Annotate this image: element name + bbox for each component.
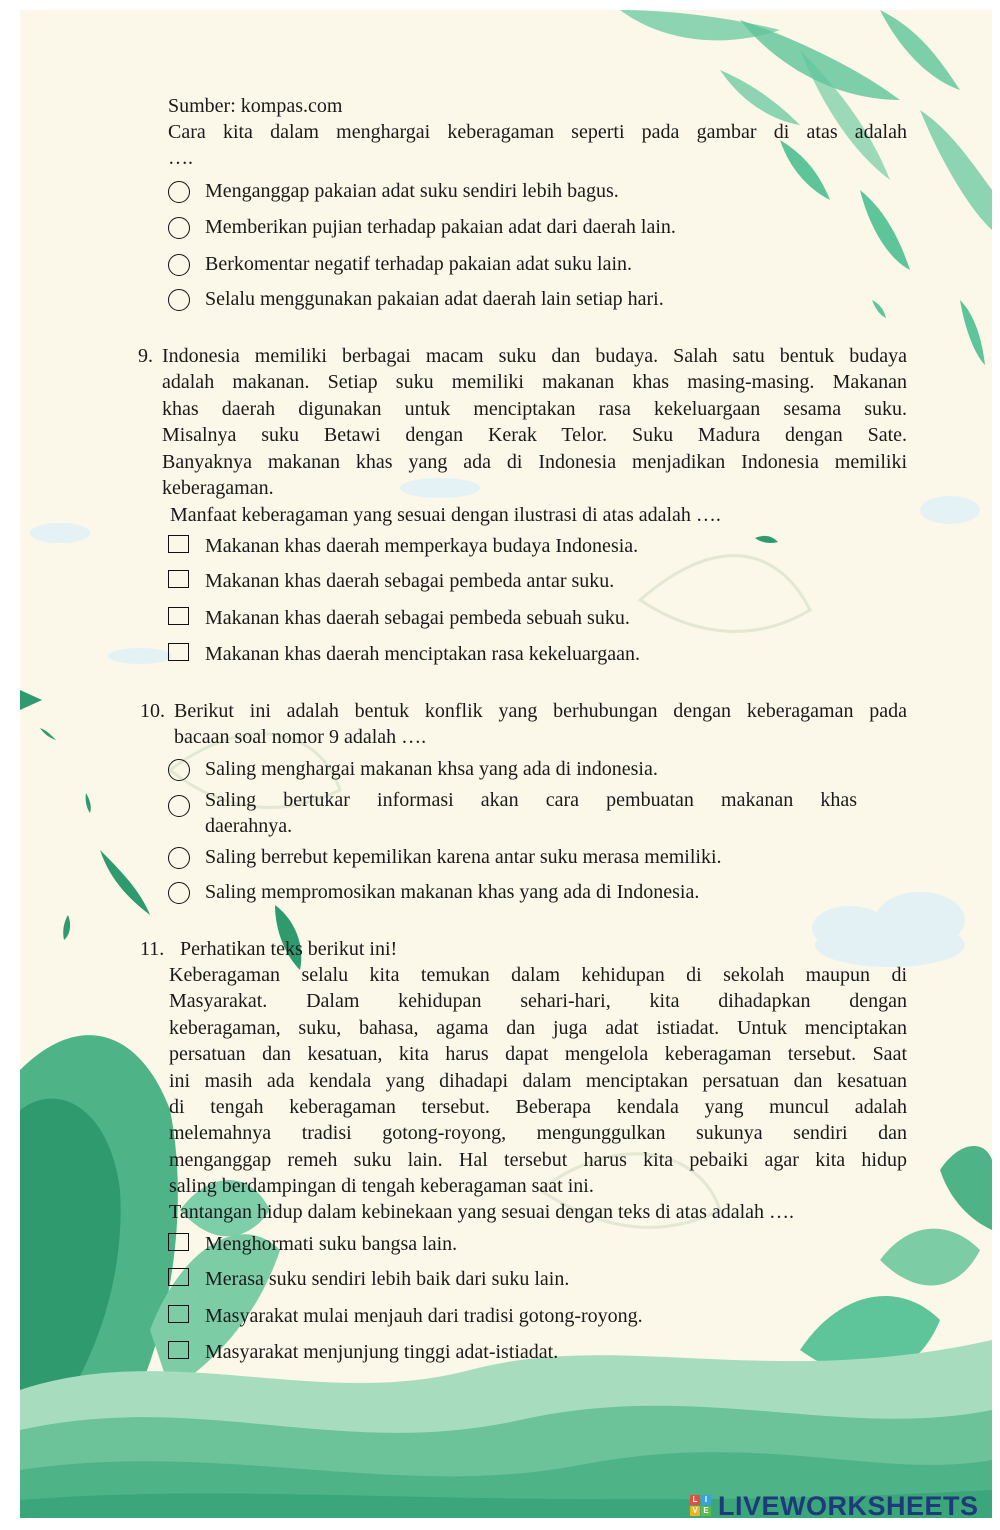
logo-letter: L	[690, 1495, 700, 1505]
passage-line: saling berdampingan di tengah keberagaman saat ini.	[169, 1175, 594, 1198]
option-label: Memberikan pujian terhadap pakaian adat dari daerah lain.	[205, 216, 676, 238]
passage-line: di tengah keberagaman tersebut. Beberapa kendala yang muncul adalah	[169, 1096, 907, 1119]
option-label: Saling menghargai makanan khsa yang ada di indonesia.	[205, 758, 658, 780]
option-label: Berkomentar negatif terhadap pakaian adat suku lain.	[205, 253, 633, 275]
option-label: Makanan khas daerah menciptakan rasa kekeluargaan.	[205, 643, 640, 665]
q11-heading: Perhatikan teks berikut ini!	[180, 938, 398, 960]
liveworksheets-logo	[690, 1488, 979, 1524]
passage-line: ini masih ada kendala yang dihadapi dalam menciptakan persatuan dan kesatuan	[169, 1069, 907, 1092]
passage-line: melemahnya tradisi gotong-royong, mengunggulkan sukunya sendiri dan	[169, 1122, 907, 1145]
passage-line: Misalnya suku Betawi dengan Kerak Telor. Suku Madura dengan Sate.	[162, 424, 907, 447]
liveworksheets-wordmark: LIVEWORKSHEETS	[718, 1490, 979, 1521]
radio-button[interactable]	[168, 795, 190, 817]
q9-number: 9.	[138, 345, 153, 367]
passage-line: keberagaman, suku, bahasa, agama dan juga adat istiadat. Untuk menciptakan	[169, 1016, 907, 1039]
q11-passage	[169, 962, 907, 1200]
radio-button[interactable]	[168, 217, 190, 239]
passage-line: Indonesia memiliki berbagai macam suku dan budaya. Salah satu bentuk budaya	[162, 345, 907, 367]
radio-button[interactable]	[168, 847, 190, 869]
q11-question: Tantangan hidup dalam kebinekaan yang sesuai dengan teks di atas adalah ….	[169, 1201, 795, 1223]
option-label: Menganggap pakaian adat suku sendiri lebih bagus.	[205, 180, 619, 202]
option-label: Selalu menggunakan pakaian adat daerah lain setiap hari.	[205, 288, 664, 310]
option-label: Saling bertukar informasi akan cara pembuatan makanan khas	[205, 789, 857, 811]
radio-button[interactable]	[168, 759, 190, 781]
checkbox[interactable]	[168, 1305, 189, 1323]
q10-number: 10.	[140, 700, 165, 722]
q11-number: 11.	[140, 938, 165, 960]
passage-line: adalah makanan. Setiap suku memiliki makanan khas masing-masing. Makanan	[162, 371, 907, 394]
checkbox[interactable]	[168, 1268, 189, 1286]
checkbox[interactable]	[168, 535, 189, 553]
checkbox[interactable]	[168, 570, 189, 588]
logo-letter: V	[690, 1506, 700, 1516]
passage-line: keberagaman.	[162, 477, 274, 500]
passage-line: Keberagaman selalu kita temukan dalam kehidupan di sekolah maupun di	[169, 964, 907, 986]
radio-button[interactable]	[168, 882, 190, 904]
checkbox[interactable]	[168, 1341, 189, 1359]
passage-line: Banyaknya makanan khas yang ada di Indonesia menjadikan Indonesia memiliki	[162, 450, 907, 473]
checkbox[interactable]	[168, 1233, 189, 1251]
radio-button[interactable]	[168, 254, 190, 276]
passage-line: persatuan dan kesatuan, kita harus dapat mengelola keberagaman tersebut. Saat	[169, 1043, 907, 1066]
option-label-continued: daerahnya.	[205, 815, 293, 837]
q9-question: Manfaat keberagaman yang sesuai dengan ilustrasi di atas adalah ….	[170, 504, 721, 526]
checkbox[interactable]	[168, 643, 189, 661]
option-label: Makanan khas daerah sebagai pembeda sebuah suku.	[205, 607, 630, 629]
q8-ellipsis: ….	[168, 147, 193, 169]
q8-question: Cara kita dalam menghargai keberagaman seperti pada gambar di atas adalah	[168, 121, 907, 143]
option-label: Masyarakat mulai menjauh dari tradisi gotong-royong.	[205, 1305, 643, 1327]
logo-letter: I	[701, 1495, 711, 1505]
q9-passage	[162, 343, 907, 501]
radio-button[interactable]	[168, 289, 190, 311]
q10-stem	[174, 698, 907, 751]
option-label: Menghormati suku bangsa lain.	[205, 1233, 458, 1255]
passage-line: menganggap remeh suku lain. Hal tersebut harus kita pebaiki agar kita hidup	[169, 1148, 907, 1171]
radio-button[interactable]	[168, 181, 190, 203]
logo-letter: E	[701, 1506, 711, 1516]
stem-line: bacaan soal nomor 9 adalah ….	[174, 726, 427, 749]
option-label: Merasa suku sendiri lebih baik dari suku lain.	[205, 1268, 570, 1290]
option-label: Masyarakat menjunjung tinggi adat-istiadat.	[205, 1341, 559, 1363]
option-label: Makanan khas daerah memperkaya budaya Indonesia.	[205, 535, 639, 557]
passage-line: Masyarakat. Dalam kehidupan sehari-hari, kita dihadapkan dengan	[169, 990, 907, 1013]
stem-line: Berikut ini adalah bentuk konflik yang berhubungan dengan keberagaman pada	[174, 700, 907, 722]
option-label: Saling mempromosikan makanan khas yang ada di Indonesia.	[205, 881, 700, 903]
hanging-leaves	[620, 10, 992, 365]
q8-source: Sumber: kompas.com	[168, 95, 343, 117]
liveworksheets-logo-icon	[690, 1495, 712, 1517]
passage-line: khas daerah digunakan untuk menciptakan rasa kekeluargaan sesama suku.	[162, 397, 907, 420]
option-label: Saling berrebut kepemilikan karena antar suku merasa memiliki.	[205, 846, 722, 868]
checkbox[interactable]	[168, 607, 189, 625]
option-label: Makanan khas daerah sebagai pembeda antar suku.	[205, 570, 615, 592]
